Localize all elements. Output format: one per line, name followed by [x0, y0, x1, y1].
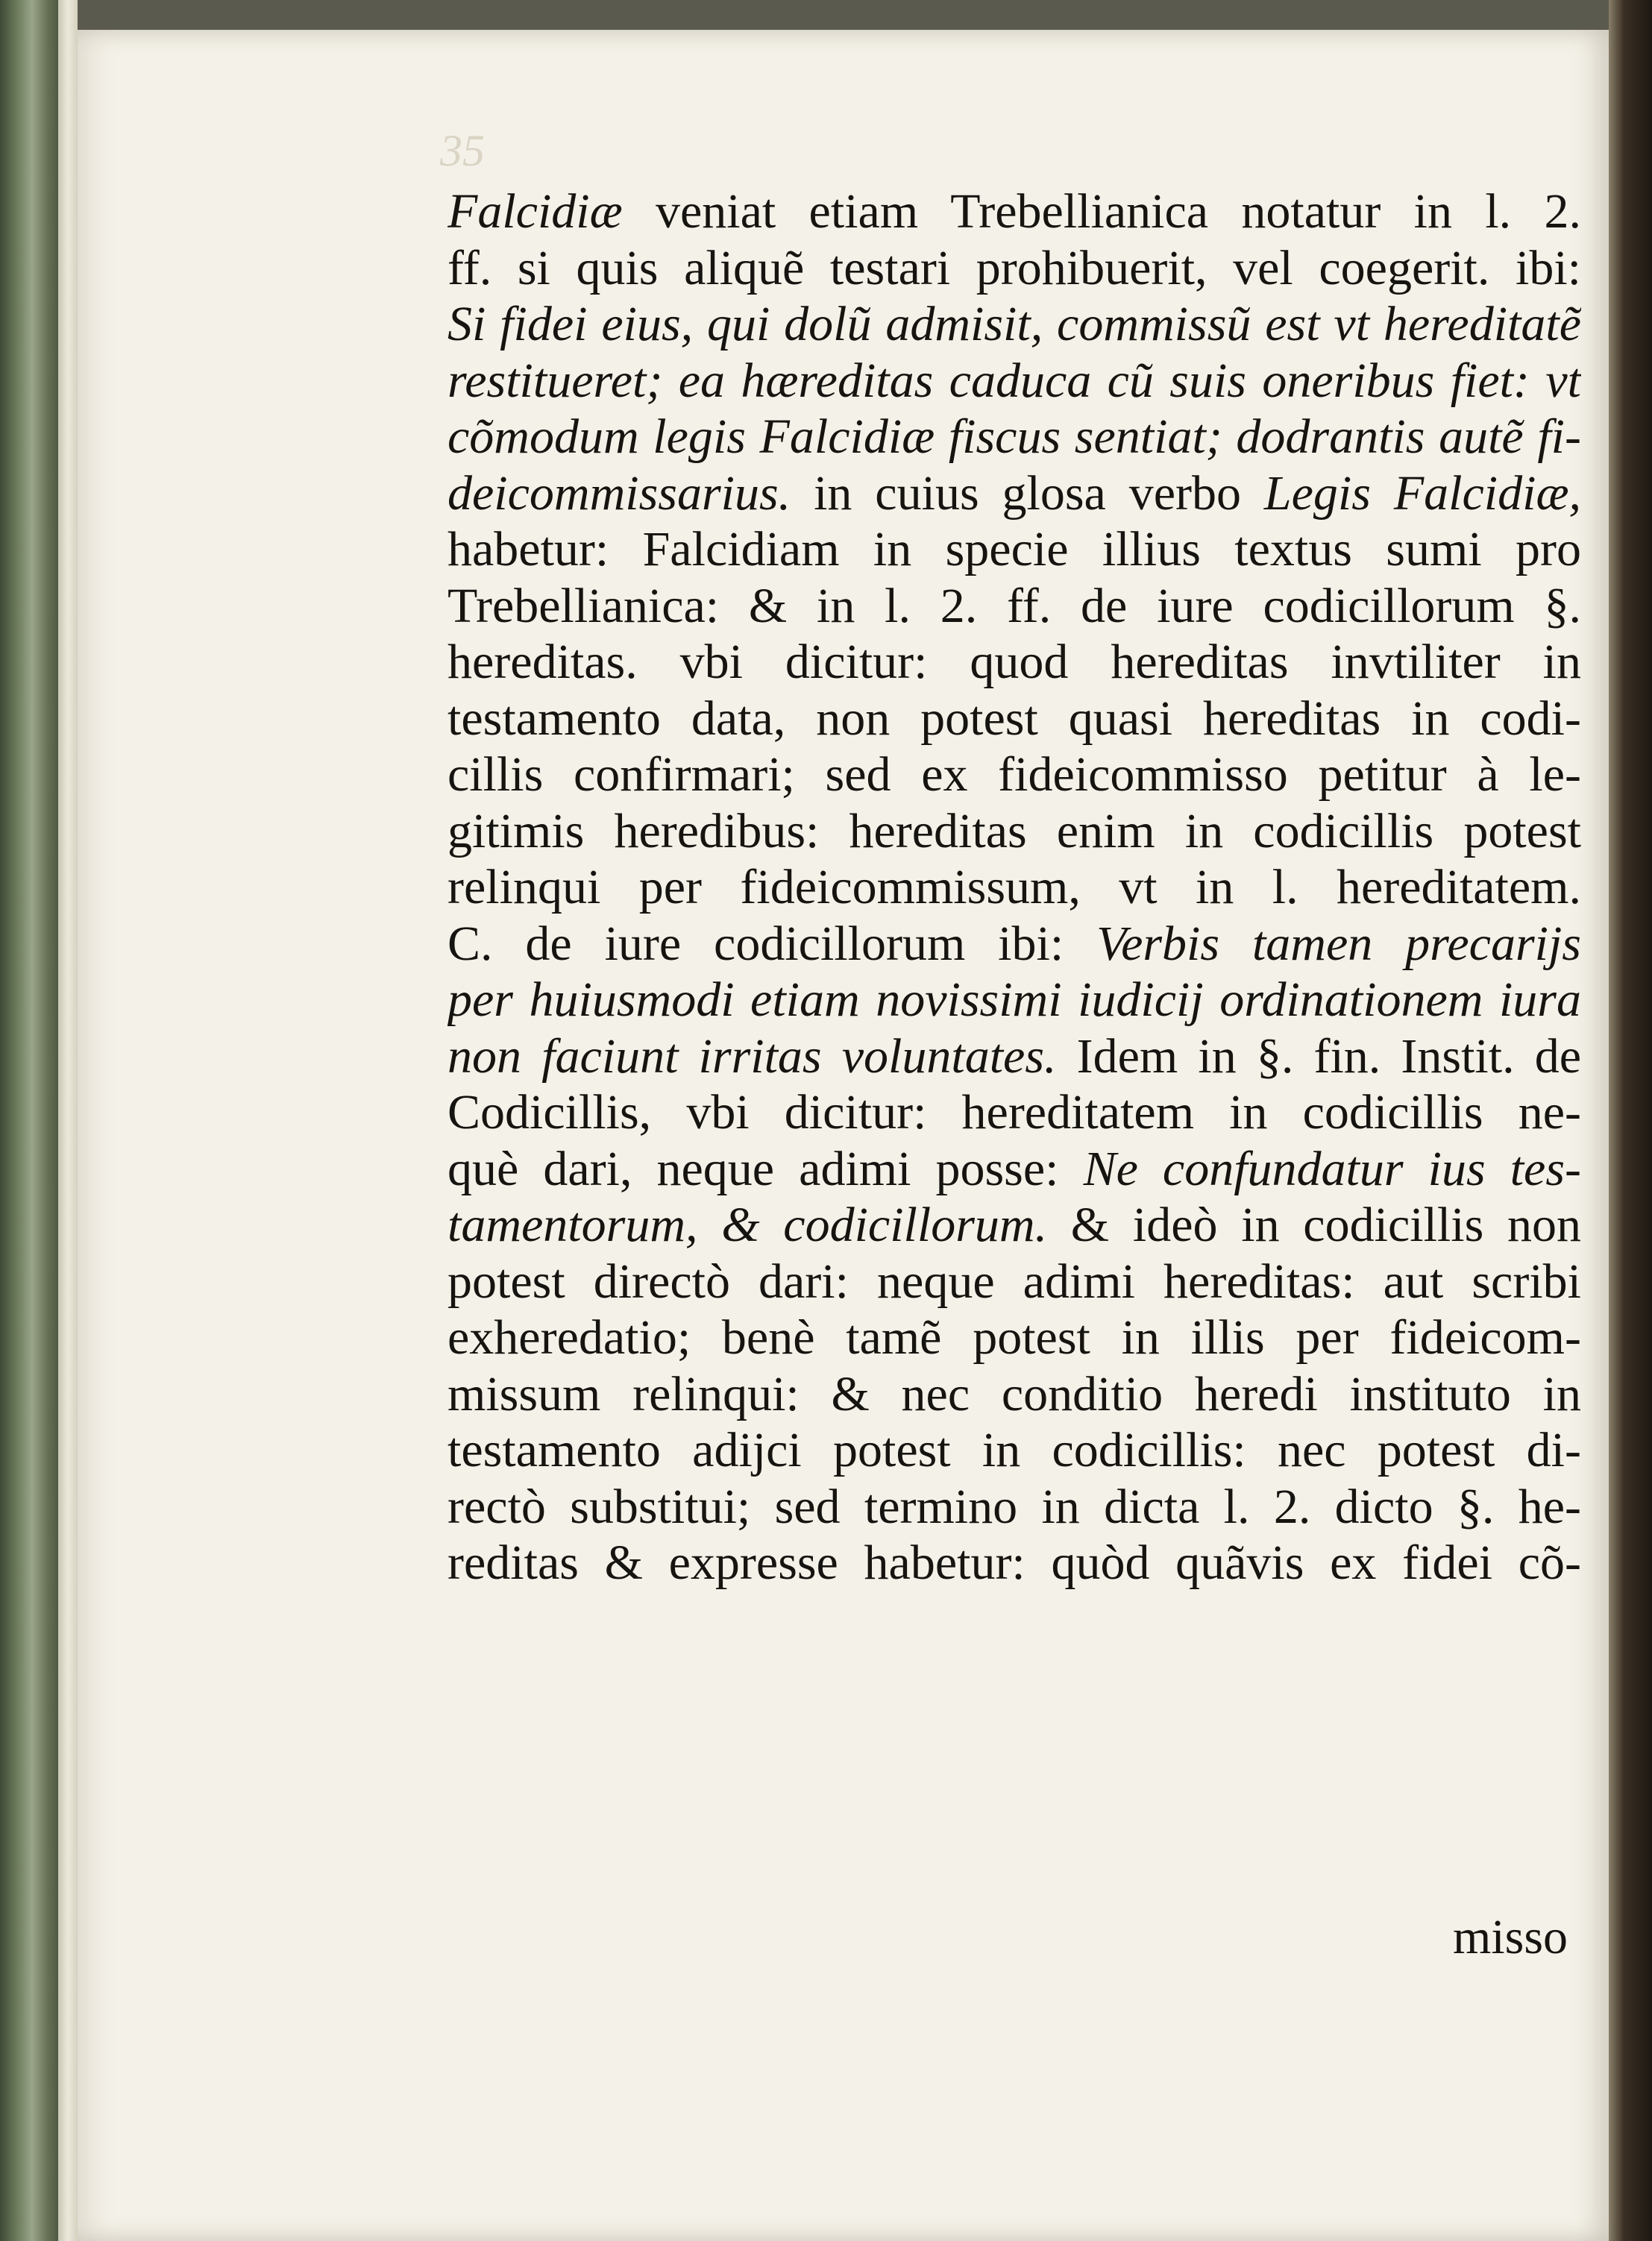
roman-segment: cillis confirmari; sed ex fideicommisso petitur à le-	[447, 747, 1581, 802]
roman-segment: testamento data, non potest quasi hereditas in codi-	[447, 691, 1581, 746]
italic-segment: deicommissarius.	[447, 465, 791, 521]
text-line	[447, 859, 1581, 916]
text-line	[447, 1028, 1581, 1085]
roman-segment: C. de iure codicillorum ibi:	[447, 916, 1097, 971]
roman-segment: gitimis heredibus: hereditas enim in codicillis potest	[447, 803, 1581, 858]
text-line	[447, 240, 1581, 297]
text-line	[447, 183, 1581, 240]
page-edge-strip	[58, 0, 78, 2241]
roman-segment: relinqui per fideicommissum, vt in l. hereditatem.	[447, 860, 1581, 914]
text-line	[447, 1084, 1581, 1141]
roman-segment: & ideò in codicillis non	[1047, 1198, 1581, 1252]
roman-segment: in cuius glosa verbo	[791, 465, 1264, 521]
body-text	[447, 183, 1581, 1591]
roman-segment: veniat etiam Trebellianica notatur in l. 2.	[622, 184, 1581, 239]
italic-segment: restitueret; ea hæreditas caduca cũ suis oneribus fiet: vt	[447, 353, 1581, 408]
text-line	[447, 1254, 1581, 1310]
roman-segment: potest directò dari: neque adimi hereditas: aut scribi	[447, 1254, 1581, 1309]
text-line	[447, 409, 1581, 465]
italic-segment: non faciunt irritas voluntates.	[447, 1028, 1057, 1084]
text-line	[447, 1479, 1581, 1536]
text-line	[447, 1141, 1581, 1198]
roman-segment: ff. si quis aliquẽ testari prohibuerit, vel coegerit. ibi:	[447, 240, 1581, 295]
text-line	[447, 1197, 1581, 1254]
italic-segment: cõmodum legis Falcidiæ fiscus sentiat; dodrantis autẽ fi-	[447, 409, 1581, 464]
book-cover-board	[1609, 0, 1652, 2241]
text-line	[447, 916, 1581, 972]
italic-segment: Legis Falcidiæ,	[1263, 465, 1581, 521]
italic-segment: tamentorum, & codicillorum.	[447, 1198, 1048, 1252]
roman-segment: reditas & expresse habetur: quòd quãvis ex fidei cõ-	[447, 1536, 1581, 1590]
roman-segment: exheredatio; benè tamẽ potest in illis per fideicom-	[447, 1310, 1581, 1365]
italic-segment: Ne confundatur ius tes-	[1083, 1141, 1581, 1196]
text-line	[447, 1422, 1581, 1479]
catchword: misso	[1453, 1910, 1568, 1964]
text-line	[447, 353, 1581, 409]
roman-segment: Codicillis, vbi dicitur: hereditatem in codicillis ne-	[447, 1085, 1581, 1140]
roman-segment: testamento adijci potest in codicillis: nec potest di-	[447, 1423, 1581, 1477]
roman-segment: hereditas. vbi dicitur: quod hereditas invtiliter in	[447, 635, 1581, 689]
italic-segment: Falcidiæ	[447, 184, 623, 239]
text-line	[447, 634, 1581, 691]
roman-segment: Trebellianica: & in l. 2. ff. de iure codicillorum §.	[447, 578, 1581, 633]
roman-segment: què dari, neque adimi posse:	[447, 1141, 1084, 1196]
text-line	[447, 691, 1581, 747]
roman-segment: missum relinqui: & nec conditio heredi instituto in	[447, 1366, 1581, 1421]
roman-segment: rectò substitui; sed termino in dicta l. 2. dicto §. he-	[447, 1479, 1581, 1534]
italic-segment: per huiusmodi etiam novissimi iudicij ordinationem iura	[447, 972, 1581, 1027]
italic-segment: Si fidei eius, qui dolũ admisit, commissũ est vt hereditatẽ	[447, 297, 1581, 351]
book-spine-edge	[0, 0, 58, 2241]
text-line	[447, 521, 1581, 578]
text-line	[447, 465, 1581, 522]
text-line	[447, 972, 1581, 1028]
text-line	[447, 578, 1581, 635]
text-line	[447, 747, 1581, 803]
text-line	[447, 803, 1581, 860]
folio-number-showthrough: 35	[440, 126, 485, 175]
roman-segment: habetur: Falcidiam in specie illius textus sumi pro	[447, 522, 1581, 576]
roman-segment: Idem in §. fin. Instit. de	[1056, 1028, 1581, 1084]
text-line	[447, 296, 1581, 353]
text-line	[447, 1366, 1581, 1423]
text-line	[447, 1310, 1581, 1366]
text-line	[447, 1535, 1581, 1591]
italic-segment: Verbis tamen precarijs	[1096, 916, 1581, 971]
